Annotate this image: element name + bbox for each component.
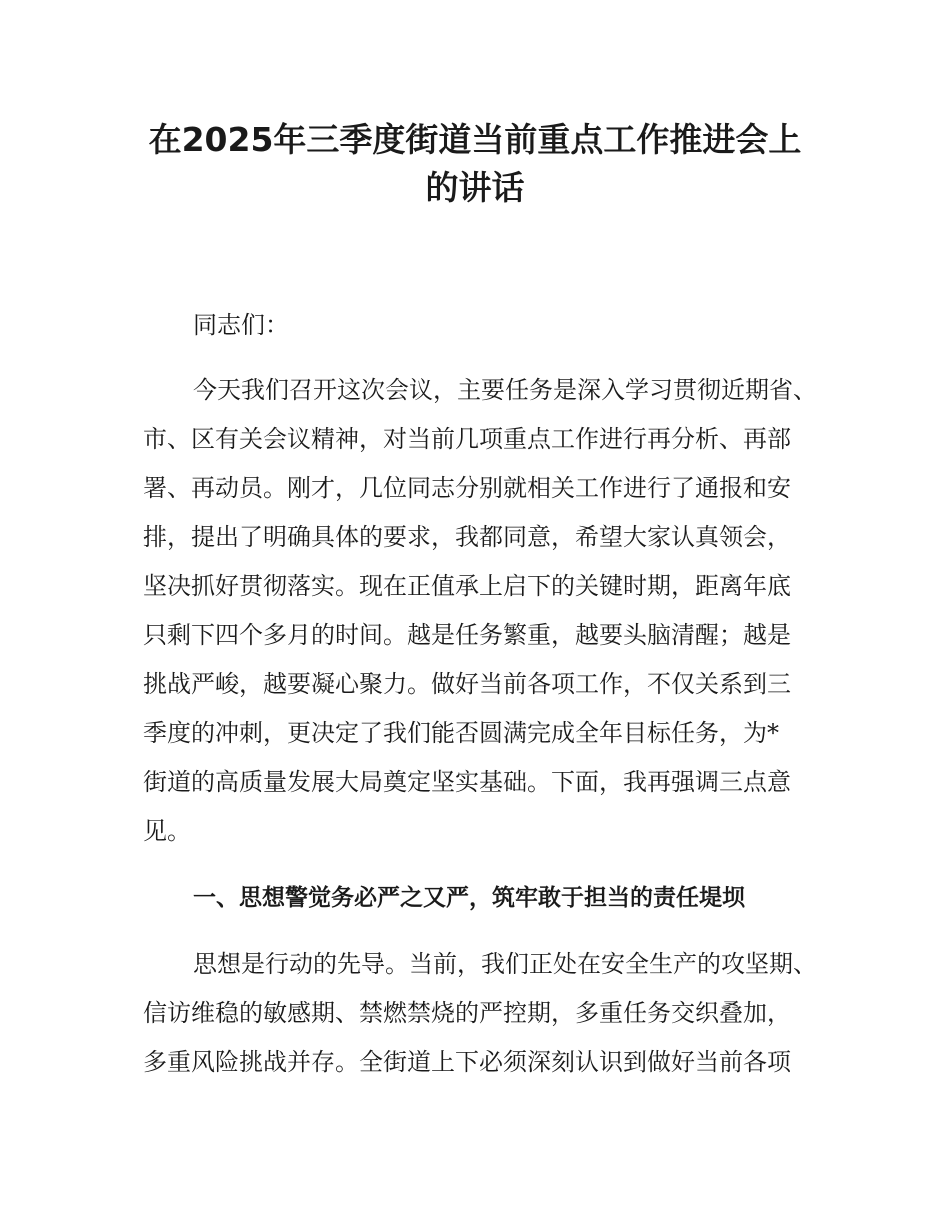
document-title-line-1: 在2025年三季度街道当前重点工作推进会上 — [148, 120, 802, 159]
paragraph-line: 今天我们召开这次会议，主要任务是深入学习贯彻近期省、 — [193, 376, 817, 404]
paragraph-line: 坚决抓好贯彻落实。现在正值承上启下的关键时期，距离年底 — [143, 572, 791, 600]
paragraph-line: 排，提出了明确具体的要求，我都同意，希望大家认真领会， — [143, 523, 791, 551]
paragraph-line: 多重风险挑战并存。全街道上下必须深刻认识到做好当前各项 — [143, 1048, 791, 1076]
document-title-line-2: 的讲话 — [425, 168, 525, 207]
paragraph-line: 信访维稳的敏感期、禁燃禁烧的严控期，多重任务交织叠加， — [143, 999, 791, 1027]
paragraph-line: 挑战严峻，越要凝心聚力。做好当前各项工作，不仅关系到三 — [143, 670, 791, 698]
paragraph-line: 只剩下四个多月的时间。越是任务繁重，越要头脑清醒；越是 — [143, 621, 791, 649]
paragraph-line: 市、区有关会议精神，对当前几项重点工作进行再分析、再部 — [143, 425, 791, 453]
paragraph-line: 署、再动员。刚才，几位同志分别就相关工作进行了通报和安 — [143, 474, 791, 502]
section-heading-1: 一、思想警觉务必严之又严，筑牢敢于担当的责任堤坝 — [193, 885, 745, 911]
paragraph-line: 思想是行动的先导。当前，我们正处在安全生产的攻坚期、 — [193, 950, 817, 978]
salutation: 同志们： — [193, 311, 289, 339]
paragraph-line: 见。 — [143, 817, 191, 845]
paragraph-line: 季度的冲刺，更决定了我们能否圆满完成全年目标任务，为* — [143, 719, 779, 747]
paragraph-line: 街道的高质量发展大局奠定坚实基础。下面，我再强调三点意 — [143, 768, 791, 796]
